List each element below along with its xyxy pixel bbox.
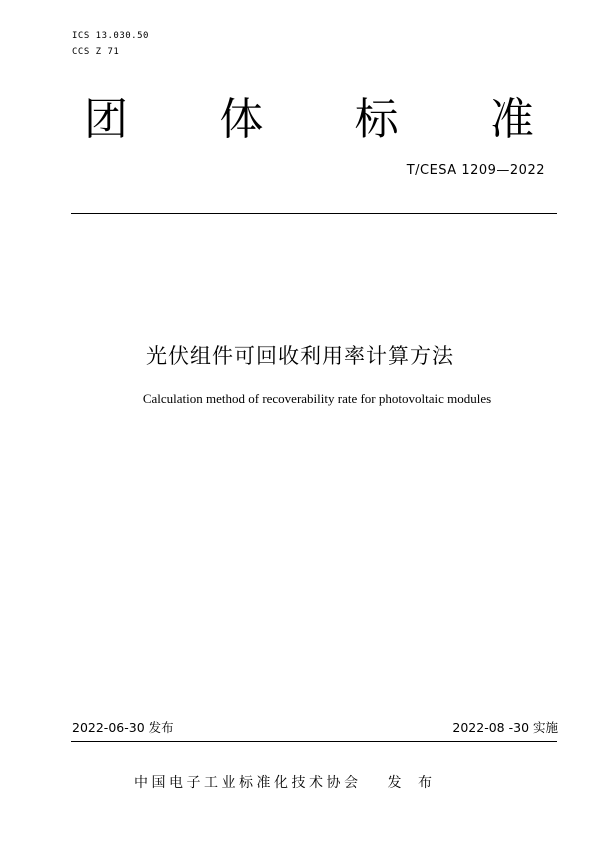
bottom-divider	[71, 741, 557, 742]
standard-type-char: 标	[354, 94, 399, 145]
top-divider	[71, 213, 557, 214]
issuer-action: 发 布	[387, 775, 438, 791]
standard-type-heading	[84, 92, 534, 148]
implement-date: 2022-08 -30 实施	[452, 720, 558, 735]
standard-type-char: 准	[489, 94, 534, 145]
ics-code: ICS 13.030.50	[72, 31, 149, 41]
document-title-chinese: 光伏组件可回收利用率计算方法	[146, 344, 454, 368]
standard-type-char: 团	[84, 94, 128, 145]
ccs-code: CCS Z 71	[72, 47, 120, 57]
document-title-english: Calculation method of recoverability rate for photovoltaic modules	[142, 391, 492, 406]
standard-number: T/CESA 1209—2022	[406, 163, 545, 178]
issuer-name: 中国电子工业标准化技术协会	[134, 775, 362, 791]
publish-date: 2022-06-30 发布	[72, 720, 174, 735]
standard-type-char: 体	[219, 94, 264, 145]
issuer-line	[134, 772, 438, 792]
